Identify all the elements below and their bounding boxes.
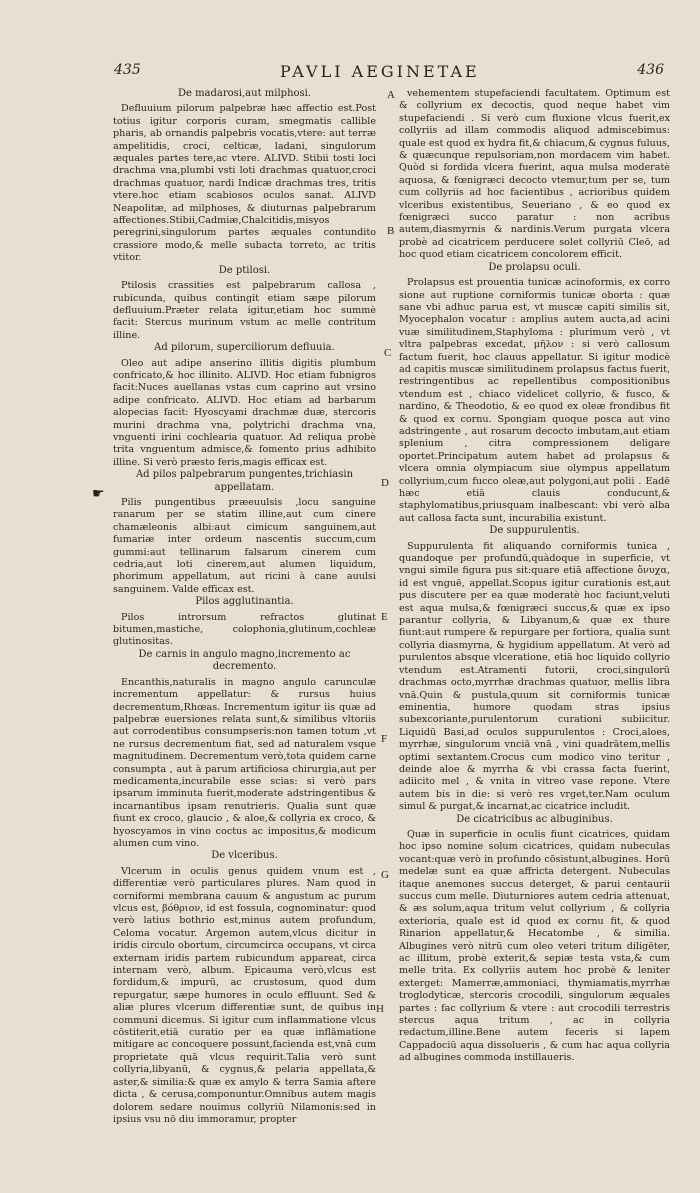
margin-letter-d: D <box>381 477 389 489</box>
margin-letter-b: B <box>387 225 395 237</box>
pointing-hand-icon: ☛ <box>92 486 105 502</box>
paragraph: Encanthis,naturalis in magno angulo carunculæ incrementum appellatur: & rursus huius decrementum,Rhœas. Incrementum igitur iis quæ ad palpebræ euersiones relata sunt,& similibus vltoriis aut corrodentibus consumpseris:non tamen totum ,vt ne rursus decrementum fiat, sed ad naturalem vsque magnitudinem. Decrementum verò,tota quidem carne consumpta , aut à parum artificiosa chirurgia,aut per medicamenta,incurabile esse scias: si verò pars ipsarum imminuta fuerit,moderate adstringentibus & incarnantibus ipsam renutrieris. Qualia sunt quæ fiunt ex croco, glaucio , & aloe,& collyria ex croco, & hyoscyamos in vino coctus ac impositus,& modicum alumen cum vino. <box>113 676 376 849</box>
margin-letter-h: H <box>376 1003 384 1015</box>
paragraph: Quæ in superficie in oculis fiunt cicatrices, quidam hoc ipso nomine solum cicatrices, quidam nubeculas vocant:quæ verò in profundo cōsistunt,albugines. Horū medelæ sunt ea quæ affricta detergent. Nubeculas itaque anemones succus deterget, & parui centaurii succus cum melle. Diuturniores autem cedria attenuat, & æs solum,aqua tritum velut collyrium , & collyria exterioria, quale est id quod ex cornu fit, & quod Rinarion appellatur,& Hecatombe , & similia. Albugines verò nitrū cum oleo veteri tritum diligēter, ac illitum, probè exterit,& sepiæ testa vsta,& cum melle trita. Ex collyriis autem hoc probè & leniter exterget: Mamerræ,ammoniaci, thymiamatis,myrrhæ troglodyticæ, stercoris crocodili, singulorum æquales partes : fac collyrium & vtere : aut crocodili terrestris stercus aqua tritum , ac in collyria redactum,illine.Bene autem feceris si lapem Cappadociū aqua dissolueris , & cum hac aqua collyria ad albugines commoda instillaueris. <box>399 828 670 1064</box>
paragraph: Vlcerum in oculis genus quidem vnum est , differentiæ verò particulares plures. Nam quod in corniformi membrana cauum & angustum ac purum vlcus est, βόθριον, id est fossula, cognominatur: quod verò latius bothrio est,minus autem profundum, Celoma vocatur. Argemon autem,vlcus dicitur in iridis circulo obortum, circumcirca occupans, vt circa externam iridis partem rubicundum appareat, circa internam verò, album. Epicauma verò,vlcus est fordidum,& impurū, ac crustosum, quod dum repurgatur, sæpe humores in oculo effluunt. Sed & aliæ plures vlcerum differentiæ sunt, de quibus in communi dicemus. Si igitur cum inflammatione vlcus cōstiterit,etiā curatio per ea quæ inflāmatione mitigare ac concoquere possunt,facienda est,vnā cum proprietate quā vlcus requirit.Talia verò sunt collyria,libyanū, & cygnus,& pelaria appellata,& aster,& similia:& quæ ex amylo & terra Samia aftere dicta , & cerusa,componuntur.Omnibus autem magis dolorem sedare nouimus collyriū Nilamonis:sed in ipsius vsu nō diu immoramur, propter <box>113 865 376 1125</box>
margin-letter-a: A <box>387 89 395 101</box>
left-text-column <box>113 88 376 1126</box>
left-page-number: 435 <box>114 62 141 78</box>
section-heading: De cicatricibus ac albuginibus. <box>456 813 613 825</box>
paragraph: Suppurulenta fit aliquando corniformis tunica , quandoque per profundū,quàdoque in superficie, vt vngui simile figura pus sit:quare etiā affectione ὄνυχα, id est vnguē, appellat.Scopus igitur curationis est,aut pus discutere per ea quæ moderatè hoc faciunt,veluti est aqua mulsa,& fœnigræci succus,& quæ ex ipso parantur collyria, & Libyanum,& quæ ex thure fiunt:aut rumpere & repurgare per fortiora, qualia sunt collyria diasmyrna, & hygidium appellatum. At verò ad purulentos absque vlceratione, etiā hoc liquido collyrio vtendum est.Atramenti futorii, croci,singulorū drachmas octo,myrrhæ drachmas quatuor, mellis libra vnā.Quin & pustula,quum sit corniformis tunicæ eminentia, humore quodam stras ipsius subexcoriante,purulentorum curationi subiicitur. Liquidū Basi,ad oculos suppurulentos : Croci,aloes, myrrhæ, singulorum vnciā vnā , vini quadrātem,mellis optimi sextantem.Crocus cum modico vino teritur , deinde aloe & myrrha & vbi crassa facta fuerint, adiicito mel , & vnita in vitreo vase repone. Vtere autem bis in die: si verò res vrget,ter.Nam oculum simul & purgat,& incarnat,ac cicatrice includit. <box>399 540 670 813</box>
running-header <box>110 62 680 84</box>
paragraph: Pilos introrsum refractos glutinat bitumen,mastiche, colophonia,glutinum,cochleæ glutinositas. <box>113 611 376 648</box>
section-heading: Pilos agglutinantia. <box>195 596 294 608</box>
margin-letter-e: E <box>381 611 388 623</box>
paragraph: Defluuium pilorum palpebræ hæc affectio est.Post totius igitur corporis curam, smegmatis callible pharis, ab ornandis palpebris vocatis,vtere: aut terræ ampelitidis, croci, celticæ, ladani, singulorum æquales partes tere,ac vtere. ALIVD. Stibii tosti loci drachma vna,plumbi vsti loti drachmas quatuor,croci drachmas quatuor, nardi Indicæ drachmas tres, tritis vtere.hoc etiam scabiosos oculos sanat. ALIVD Neapolitæ, ad milphoses, & diuturnas palpebrarum affectiones.Stibii,Cadmiæ,Chalcitidis,misyos peregrini,singulorum partes æquales contundito crassiore modo,& melle subacta torreto, ac tritis vtitor. <box>113 103 376 264</box>
section-heading: De ptilosi. <box>218 264 271 276</box>
paragraph: vehementem stupefaciendi facultatem. Optimum est & collyrium ex decoctis, quod neque habet vim stupefaciendi . Si verò cum fluxione vlcus fuerit,ex collyriis ad illam commodis aliquod admiscebimus: quale est quod ex hydra fit,& chiacum,& cygnus fuluus, & quæcunque repulsoriam,non mordacem vim habet. Quòd si fordida vlcera fuerint, aqua mulsa moderatè aquosa, & fœnigræci decocto vtemur,tum per se, tum cum collyriis ad hoc facientibus , acrioribus quidem vlceribus existentibus, Seueriano , & eo quod ex fœnigræci succo paratur : non acribus autem,diasmyrnis & nardinis.Verum purgata vlcera probè ad cicatricem perducere solet collyriū Cleō, ad hoc quod etiam cicatricem concolorem efficit. <box>399 88 670 261</box>
margin-letter-g: G <box>381 869 389 881</box>
paragraph: Pilis pungentibus præeuulsis ,locu sanguine ranarum per se statim illine,aut cum cinere chamæleonis albi:aut cimicum sanguinem,aut fumariæ inter ordeum nascentis succum,cum gummi:aut tellinarum falsarum cinerem cum cedria,aut loti cinerem,aut alumen liquidum, phorimum appellatum, aut ricini à cane auulsi sanguinem. Valde efficax est. <box>113 497 376 595</box>
paragraph: Oleo aut adipe anserino illitis digitis plumbum confricato,& hoc illinito. ALIVD. Hoc etiam fubnigros facit:Nuces auellanas vstas cum caprino aut vrsino adipe confricato. ALIVD. Hoc etiam ad barbarum alopecias facit: Hyoscyami drachmæ duæ, stercoris murini drachma vna, polytrichi drachma vna, vnguenti irini cochlearia quatuor. Ad reliqua probè trita vnguentum admisce,& fomento prius adhibito illine. Si verò præsto feris,magis efficax est. <box>113 357 376 468</box>
section-heading: De madarosi,aut milphosi. <box>177 88 312 99</box>
section-heading: Ad pilos palpebrarum pungentes,trichiasin appellatam. <box>135 469 354 493</box>
right-page-number: 436 <box>637 62 664 78</box>
section-heading: De suppurulentis. <box>489 525 580 537</box>
margin-letter-c: C <box>384 347 392 359</box>
section-heading: De prolapsu oculi. <box>488 261 581 273</box>
section-heading: De vlceribus. <box>211 850 278 862</box>
section-heading: Ad pilorum, superciliorum defluuia. <box>154 342 335 354</box>
paragraph: Ptilosis crassities est palpebrarum callosa , rubicunda, quibus contingit etiam sæpe pilorum defluuium.Præter relata igitur,etiam hoc summè facit: Stercus murinum vstum ac melle contritum illine. <box>113 280 376 341</box>
running-title: PAVLI AEGINETAE <box>280 62 480 81</box>
margin-letter-f: F <box>381 733 388 745</box>
section-heading: De carnis in angulo magno,incremento ac decremento. <box>138 648 351 673</box>
paragraph: Prolapsus est prouentia tunicæ acinoformis, ex corro sione aut ruptione corniformis tunicæ oborta : quæ sane vbi adhuc parua est, vt muscæ capiti similis sit, Myocephalon vocatur : amplius autem aucta,ad acini vuæ similitudinem,Staphyloma : plurimum verò , vt vltra palpebras excedat, μῆλον : si verò callosum factum fuerit, hoc clauus appellatur. Si igitur modicè ad capitis muscæ similitudinem prolapsus factus fuerit, restringentibus ac repellentibus compositionibus vtendum est , chiaco videlicet collyrio, & fusco, & nardino, & Theodotio, & eo quod ex oleæ frondibus fit & quod ex cornu. Spongiam quoque posca aut vino adstringente , aut rosarum decocto imbutam,aut etiam splenium , citra compressionem deligare oportet.Principatum autem habet ad prolapsus & vlcera omnia olympiacum siue olympus appellatum collyrium,cum fucco oleæ,aut polygoni,aut polii . Eadē hæc etiā clauis conducunt,& staphylomatibus,priusquam inalbescant: vbi verò alba aut callosa facta sunt, incurabilia existunt. <box>399 277 670 524</box>
right-text-column <box>399 88 670 1065</box>
